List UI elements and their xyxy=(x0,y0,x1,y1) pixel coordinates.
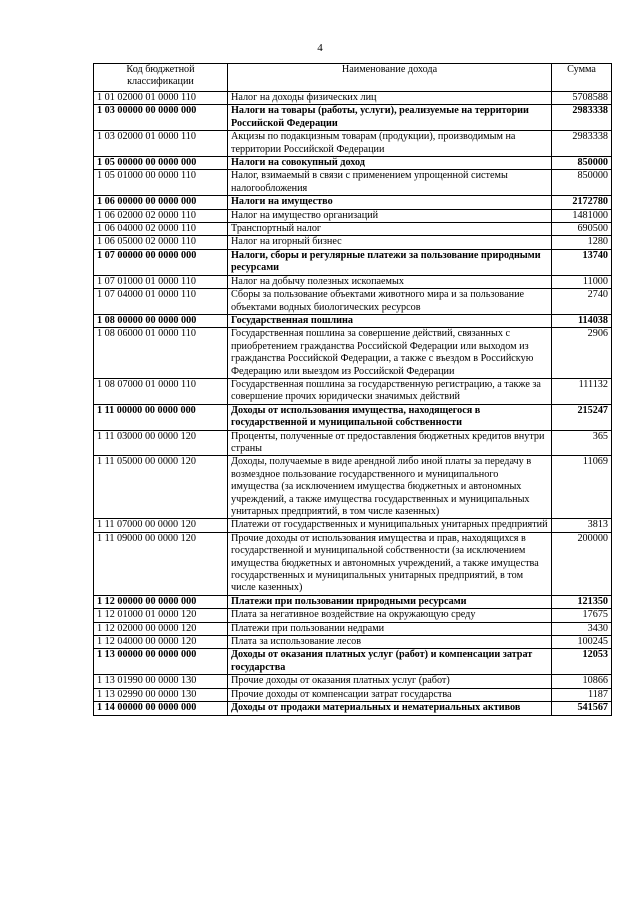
table-header-row xyxy=(94,64,612,92)
table-row xyxy=(94,430,612,456)
header-sum: Сумма xyxy=(552,64,612,92)
sum-cell: 11000 xyxy=(552,275,612,288)
table-row xyxy=(94,131,612,157)
code-cell: 1 03 02000 01 0000 110 xyxy=(94,131,228,157)
code-cell: 1 14 00000 00 0000 000 xyxy=(94,702,228,715)
name-cell: Плата за использование лесов xyxy=(228,636,552,649)
sum-cell: 850000 xyxy=(552,157,612,170)
revenue-table xyxy=(93,63,612,716)
sum-cell: 5708588 xyxy=(552,92,612,105)
name-cell: Прочие доходы от использования имущества и прав, находящихся в государственной и муниципальной собственности (за исключением имущества бюджетных и автономных учреждений, а также имущества государственных и муниципальных унитарных предприятий, в том числе казенных) xyxy=(228,532,552,595)
code-cell: 1 11 00000 00 0000 000 xyxy=(94,404,228,430)
sum-cell: 12053 xyxy=(552,649,612,675)
name-cell: Платежи от государственных и муниципальных унитарных предприятий xyxy=(228,519,552,532)
table-row xyxy=(94,196,612,209)
name-cell: Проценты, полученные от предоставления бюджетных кредитов внутри страны xyxy=(228,430,552,456)
table-row xyxy=(94,532,612,595)
name-cell: Доходы от использования имущества, находящегося в государственной и муниципальной собственности xyxy=(228,404,552,430)
sum-cell: 13740 xyxy=(552,249,612,275)
name-cell: Прочие доходы от компенсации затрат государства xyxy=(228,688,552,701)
table-row xyxy=(94,649,612,675)
sum-cell: 3430 xyxy=(552,622,612,635)
table-row xyxy=(94,236,612,249)
sum-cell: 541567 xyxy=(552,702,612,715)
code-cell: 1 12 02000 00 0000 120 xyxy=(94,622,228,635)
table-row xyxy=(94,249,612,275)
sum-cell: 2983338 xyxy=(552,131,612,157)
code-cell: 1 05 00000 00 0000 000 xyxy=(94,157,228,170)
table-row xyxy=(94,314,612,327)
sum-cell: 3813 xyxy=(552,519,612,532)
sum-cell: 1187 xyxy=(552,688,612,701)
name-cell: Доходы от оказания платных услуг (работ) и компенсации затрат государства xyxy=(228,649,552,675)
code-cell: 1 07 01000 01 0000 110 xyxy=(94,275,228,288)
table-row xyxy=(94,456,612,519)
name-cell: Доходы от продажи материальных и нематериальных активов xyxy=(228,702,552,715)
sum-cell: 690500 xyxy=(552,223,612,236)
table-row xyxy=(94,289,612,315)
table-row xyxy=(94,688,612,701)
code-cell: 1 11 07000 00 0000 120 xyxy=(94,519,228,532)
table-row xyxy=(94,92,612,105)
code-cell: 1 01 02000 01 0000 110 xyxy=(94,92,228,105)
code-cell: 1 05 01000 00 0000 110 xyxy=(94,170,228,196)
table-row xyxy=(94,595,612,608)
table-row xyxy=(94,622,612,635)
code-cell: 1 08 06000 01 0000 110 xyxy=(94,328,228,379)
sum-cell: 11069 xyxy=(552,456,612,519)
code-cell: 1 08 07000 01 0000 110 xyxy=(94,378,228,404)
code-cell: 1 12 04000 00 0000 120 xyxy=(94,636,228,649)
sum-cell: 1481000 xyxy=(552,209,612,222)
name-cell: Государственная пошлина xyxy=(228,314,552,327)
name-cell: Платежи при пользовании недрами xyxy=(228,622,552,635)
name-cell: Налоги, сборы и регулярные платежи за пользование природными ресурсами xyxy=(228,249,552,275)
table-row xyxy=(94,636,612,649)
name-cell: Налог на имущество организаций xyxy=(228,209,552,222)
sum-cell: 365 xyxy=(552,430,612,456)
header-name: Наименование дохода xyxy=(228,64,552,92)
code-cell: 1 11 05000 00 0000 120 xyxy=(94,456,228,519)
name-cell: Налог на добычу полезных ископаемых xyxy=(228,275,552,288)
table-row xyxy=(94,105,612,131)
name-cell: Платежи при пользовании природными ресурсами xyxy=(228,595,552,608)
table-row xyxy=(94,702,612,715)
sum-cell: 215247 xyxy=(552,404,612,430)
sum-cell: 1280 xyxy=(552,236,612,249)
code-cell: 1 12 01000 01 0000 120 xyxy=(94,609,228,622)
sum-cell: 100245 xyxy=(552,636,612,649)
name-cell: Налог на игорный бизнес xyxy=(228,236,552,249)
name-cell: Плата за негативное воздействие на окружающую среду xyxy=(228,609,552,622)
name-cell: Доходы, получаемые в виде арендной либо иной платы за передачу в возмездное пользование государственного и муниципального имущества (за исключением имущества бюджетных и автономных учреждений, а также имущества государственных и муниципальных унитарных предприятий, в том числе казенных) xyxy=(228,456,552,519)
table-row xyxy=(94,404,612,430)
table-row xyxy=(94,378,612,404)
sum-cell: 121350 xyxy=(552,595,612,608)
name-cell: Налоги на совокупный доход xyxy=(228,157,552,170)
name-cell: Сборы за пользование объектами животного мира и за пользование объектами водных биологических ресурсов xyxy=(228,289,552,315)
page-number: 4 xyxy=(317,42,323,54)
sum-cell: 2740 xyxy=(552,289,612,315)
code-cell: 1 06 02000 02 0000 110 xyxy=(94,209,228,222)
name-cell: Налог на доходы физических лиц xyxy=(228,92,552,105)
name-cell: Акцизы по подакцизным товарам (продукции), производимым на территории Российской Федерации xyxy=(228,131,552,157)
code-cell: 1 13 00000 00 0000 000 xyxy=(94,649,228,675)
name-cell: Транспортный налог xyxy=(228,223,552,236)
name-cell: Налоги на товары (работы, услуги), реализуемые на территории Российской Федерации xyxy=(228,105,552,131)
sum-cell: 10866 xyxy=(552,675,612,688)
sum-cell: 200000 xyxy=(552,532,612,595)
header-code: Код бюджетной классификации xyxy=(94,64,228,92)
sum-cell: 850000 xyxy=(552,170,612,196)
code-cell: 1 13 01990 00 0000 130 xyxy=(94,675,228,688)
code-cell: 1 06 04000 02 0000 110 xyxy=(94,223,228,236)
table-row xyxy=(94,275,612,288)
code-cell: 1 07 00000 00 0000 000 xyxy=(94,249,228,275)
table-row xyxy=(94,609,612,622)
code-cell: 1 13 02990 00 0000 130 xyxy=(94,688,228,701)
table-row xyxy=(94,328,612,379)
code-cell: 1 03 00000 00 0000 000 xyxy=(94,105,228,131)
sum-cell: 2906 xyxy=(552,328,612,379)
code-cell: 1 08 00000 00 0000 000 xyxy=(94,314,228,327)
name-cell: Налоги на имущество xyxy=(228,196,552,209)
code-cell: 1 06 00000 00 0000 000 xyxy=(94,196,228,209)
table-row xyxy=(94,223,612,236)
name-cell: Государственная пошлина за совершение действий, связанных с приобретением гражданства Российской Федерации или выходом из гражданства Российской Федерации, а также с въездом в Российскую Федерацию или выездом из Российской Федерации xyxy=(228,328,552,379)
sum-cell: 17675 xyxy=(552,609,612,622)
name-cell: Налог, взимаемый в связи с применением упрощенной системы налогообложения xyxy=(228,170,552,196)
table-row xyxy=(94,157,612,170)
sum-cell: 2172780 xyxy=(552,196,612,209)
sum-cell: 2983338 xyxy=(552,105,612,131)
code-cell: 1 12 00000 00 0000 000 xyxy=(94,595,228,608)
table-row xyxy=(94,170,612,196)
sum-cell: 114038 xyxy=(552,314,612,327)
code-cell: 1 06 05000 02 0000 110 xyxy=(94,236,228,249)
name-cell: Государственная пошлина за государственную регистрацию, а также за совершение прочих юридически значимых действий xyxy=(228,378,552,404)
code-cell: 1 11 09000 00 0000 120 xyxy=(94,532,228,595)
table-row xyxy=(94,519,612,532)
code-cell: 1 11 03000 00 0000 120 xyxy=(94,430,228,456)
name-cell: Прочие доходы от оказания платных услуг (работ) xyxy=(228,675,552,688)
sum-cell: 111132 xyxy=(552,378,612,404)
table-row xyxy=(94,209,612,222)
table-row xyxy=(94,675,612,688)
code-cell: 1 07 04000 01 0000 110 xyxy=(94,289,228,315)
